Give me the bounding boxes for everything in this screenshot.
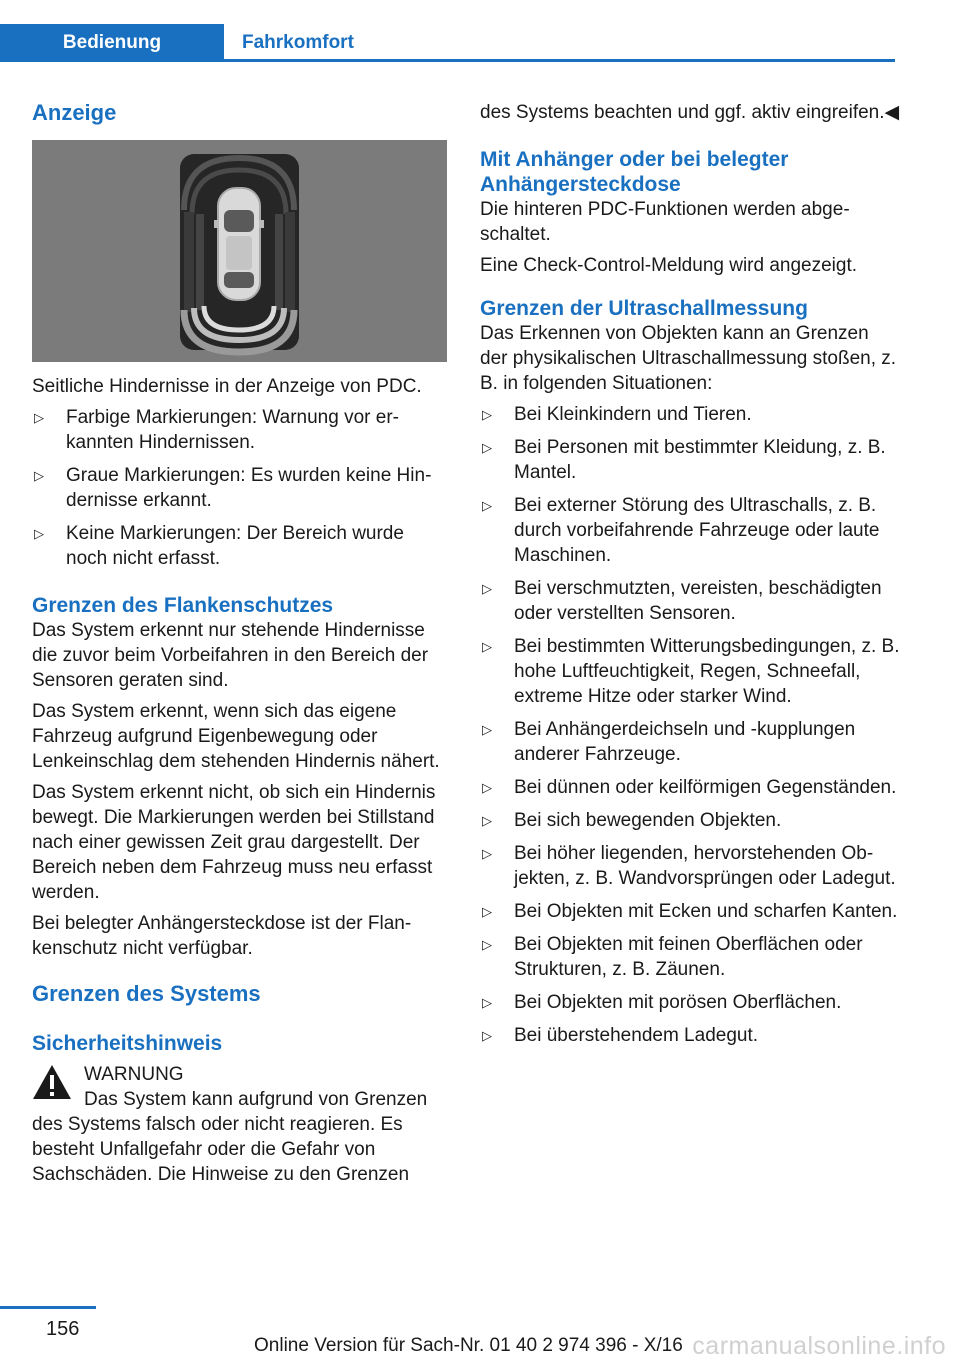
anhaenger-paragraph-1: Die hinteren PDC-Funktionen werden abgeschaltet. <box>480 199 850 245</box>
heading-grenzen-systems: Grenzen des Systems <box>32 981 261 1006</box>
triangle-right-outline-icon: ▷ <box>482 722 492 737</box>
flanken-paragraph-1: Das System erkennt nur stehende Hindernisse die zuvor beim Vorbeifahren in den Bereich der Sensoren geraten sind. <box>32 620 429 691</box>
list-item: ▷ Graue Markierungen: Es wurden keine Hindernisse erkannt. <box>34 465 432 511</box>
list-item: ▷ Bei höher liegenden, hervorstehenden Objekten, z. B. Wandvorsprüngen oder Ladegut. <box>482 843 896 889</box>
pdc-display-figure <box>32 140 447 362</box>
triangle-right-outline-icon: ▷ <box>482 904 492 919</box>
heading-anhaenger: Mit Anhänger oder bei belegter Anhängersteckdose <box>480 148 789 196</box>
triangle-right-outline-icon: ▷ <box>482 780 492 795</box>
tab-bedienung[interactable]: Bedienung <box>0 24 224 62</box>
triangle-right-outline-icon: ▷ <box>34 468 44 483</box>
triangle-right-outline-icon: ▷ <box>482 1028 492 1043</box>
triangle-right-outline-icon: ▷ <box>482 581 492 596</box>
heading-sicherheitshinweis: Sicherheitshinweis <box>32 1032 223 1055</box>
ultraschall-bullet-list <box>480 402 900 1048</box>
header-underline <box>224 59 895 62</box>
pdc-display-illustration <box>32 140 447 362</box>
triangle-right-outline-icon: ▷ <box>482 995 492 1010</box>
list-item: ▷ Bei überstehendem Ladegut. <box>482 1025 759 1046</box>
list-item: ▷ Bei Kleinkindern und Tieren. <box>482 404 752 425</box>
list-item: ▷ Bei bestimmten Witterungsbedingungen, z. B. hohe Luftfeuchtigkeit, Regen, Schneefall, extreme Hitze oder starker Wind. <box>482 636 900 707</box>
heading-flankenschutz: Grenzen des Flankenschutzes <box>32 594 334 617</box>
left-column <box>32 100 450 1187</box>
warning-title: WARNUNG <box>84 1064 184 1085</box>
heading-ultraschall: Grenzen der Ultraschallmessung <box>480 297 808 320</box>
list-item: ▷ Bei verschmutzten, vereisten, beschädigten oder verstellten Sensoren. <box>482 578 882 624</box>
right-column <box>480 100 900 1056</box>
triangle-right-outline-icon: ▷ <box>482 407 492 422</box>
list-item: ▷ Bei Anhängerdeichseln und -kupplungen anderer Fahrzeuge. <box>482 719 856 765</box>
header-tabbar <box>0 24 895 62</box>
online-version-note: Online Version für Sach-Nr. 01 40 2 974 396 - X/16 <box>254 1335 683 1356</box>
warning-box <box>32 1062 450 1187</box>
triangle-right-outline-icon: ▷ <box>482 846 492 861</box>
anhaenger-paragraph-2: Eine Check-Control-Meldung wird angezeigt. <box>480 255 858 276</box>
list-item: ▷ Keine Markierungen: Der Bereich wurde noch nicht erfasst. <box>34 523 404 569</box>
triangle-right-outline-icon: ▷ <box>482 937 492 952</box>
list-item: ▷ Bei sich bewegenden Objekten. <box>482 810 782 831</box>
figure-caption: Seitliche Hindernisse in der Anzeige von PDC. <box>32 376 422 397</box>
list-item: ▷ Bei externer Störung des Ultraschalls, z. B. durch vorbeifahrende Fahrzeuge oder laute Maschinen. <box>482 495 880 566</box>
heading-anzeige: Anzeige <box>32 100 117 125</box>
warning-triangle-icon <box>32 1064 72 1100</box>
triangle-right-outline-icon: ▷ <box>34 526 44 541</box>
triangle-right-outline-icon: ▷ <box>482 639 492 654</box>
warning-text: Das System kann aufgrund von Grenzen des Systems falsch oder nicht reagieren. Es besteht Unfallgefahr oder die Gefahr von Sachschäden. Die Hinweise zu den Grenzen <box>32 1089 428 1185</box>
flanken-paragraph-3: Das System erkennt nicht, ob sich ein Hindernis bewegt. Die Markierungen werden bei Stillstand nach einer gewissen Zeit grau dargestellt. Der Bereich neben dem Fahrzeug muss neu erfasst werden. <box>32 782 436 903</box>
display-bullet-list <box>32 405 450 571</box>
footer-line <box>0 1306 96 1309</box>
triangle-right-outline-icon: ▷ <box>482 813 492 828</box>
triangle-right-outline-icon: ▷ <box>482 498 492 513</box>
tab-fahrkomfort[interactable]: Fahrkomfort <box>242 32 354 53</box>
triangle-right-outline-icon: ▷ <box>34 410 44 425</box>
flanken-paragraph-4: Bei belegter Anhängersteckdose ist der Flankenschutz nicht verfügbar. <box>32 913 412 959</box>
page-number: 156 <box>46 1318 80 1340</box>
list-item: ▷ Farbige Markierungen: Warnung vor erkannten Hindernissen. <box>34 407 399 453</box>
watermark: carmanualsonline.info <box>692 1332 946 1360</box>
ultraschall-intro: Das Erkennen von Objekten kann an Grenzen der physikalischen Ultraschallmessung stoßen, z. B. in folgenden Situationen: <box>480 323 897 394</box>
list-item: ▷ Bei Objekten mit porösen Oberflächen. <box>482 992 842 1013</box>
list-item: ▷ Bei Objekten mit Ecken und scharfen Kanten. <box>482 901 898 922</box>
triangle-right-outline-icon: ▷ <box>482 440 492 455</box>
warning-continuation: des Systems beachten und ggf. aktiv eingreifen.◀ <box>480 102 900 123</box>
list-item: ▷ Bei Personen mit bestimmter Kleidung, z. B. Mantel. <box>482 437 886 483</box>
list-item: ▷ Bei Objekten mit feinen Oberflächen oder Strukturen, z. B. Zäunen. <box>482 934 863 980</box>
list-item: ▷ Bei dünnen oder keilförmigen Gegenständen. <box>482 777 897 798</box>
flanken-paragraph-2: Das System erkennt, wenn sich das eigene Fahrzeug aufgrund Eigenbewegung oder Lenkeinschlag dem stehenden Hindernis nähert. <box>32 701 440 772</box>
